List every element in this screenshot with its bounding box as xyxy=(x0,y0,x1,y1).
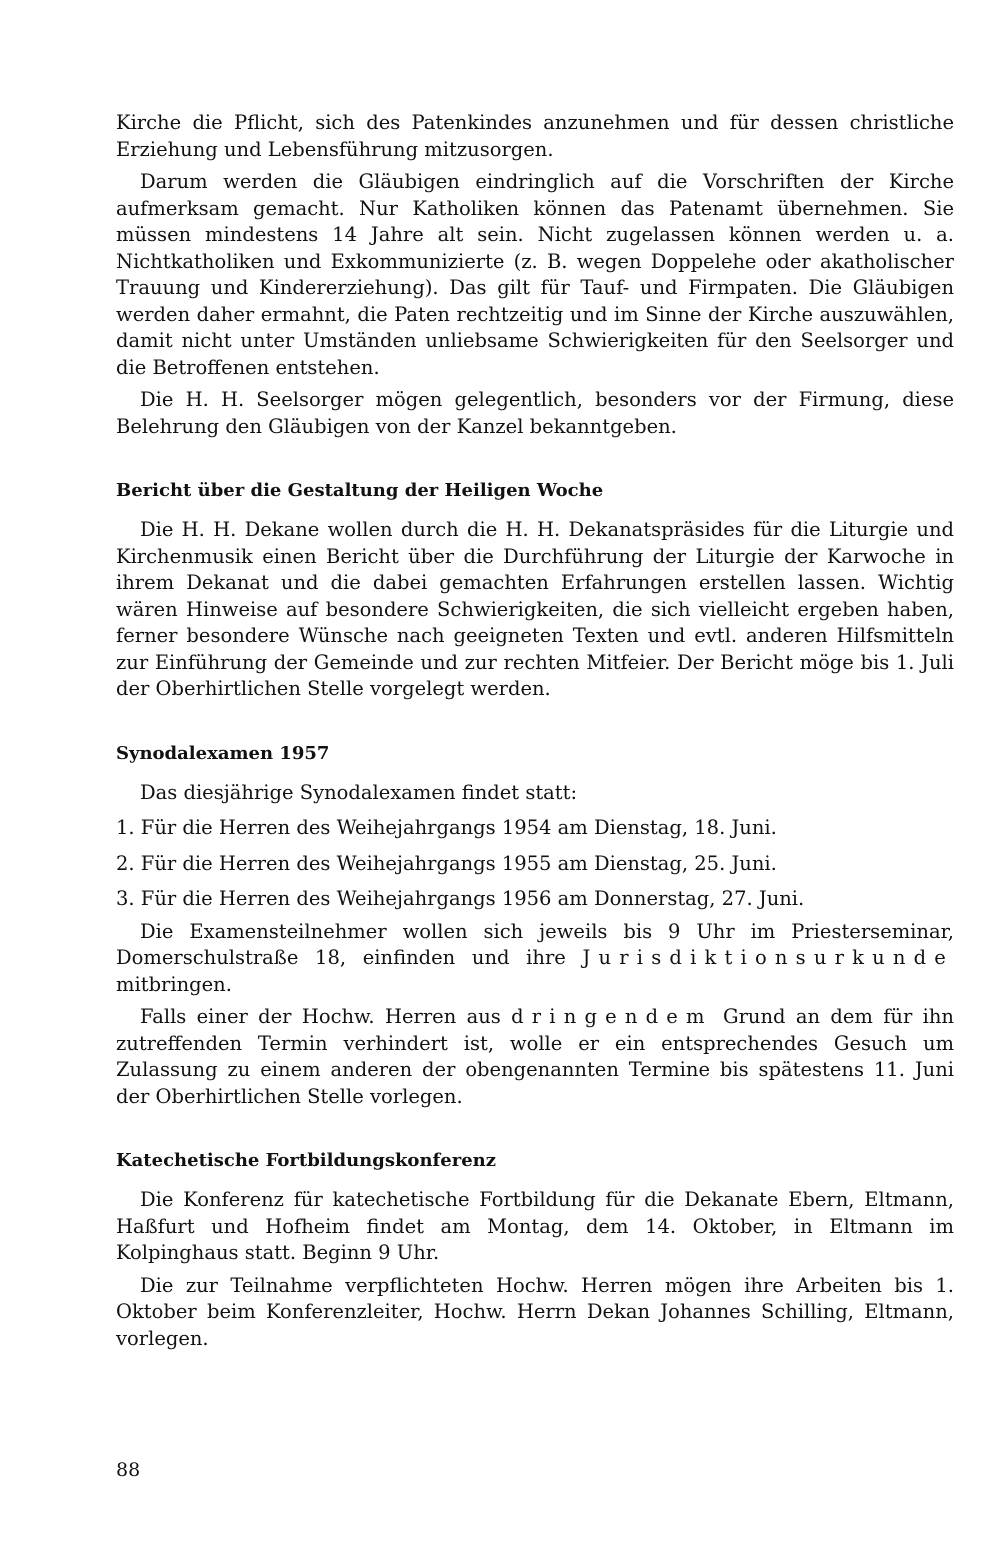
konferenz-paragraph-1: Die Konferenz für katechetische Fortbildung für die Dekanate Ebern, Eltmann, Haßfurt und Hofheim findet am Montag, dem 14. Oktober, in Eltmann im Kolpinghaus statt. Beginn 9 Uhr. xyxy=(116,1188,954,1264)
page-content xyxy=(116,110,954,1352)
synodalexamen-paragraph-2 xyxy=(116,1004,954,1110)
synodalexamen-paragraph-1-start: Die Examensteilnehmer wollen sich jeweils bis 9 Uhr im Priesterseminar, Domerschulstraße 18, einfinden und ihre xyxy=(116,919,954,969)
synodalexamen-list-item-2: 2. Für die Herren des Weihejahrgangs 1955 am Dienstag, 25. Juni. xyxy=(116,851,777,875)
section-heading-synodalexamen: Synodalexamen 1957 xyxy=(116,742,330,764)
synodalexamen-paragraph-1-end: mitbringen. xyxy=(116,972,232,996)
konferenz-paragraph-2: Die zur Teilnahme verpflichteten Hochw. Herren mögen ihre Arbeiten bis 1. Oktober beim Konferenzleiter, Hochw. Herrn Dekan Johannes Schilling, Eltmann, vorlegen. xyxy=(116,1273,954,1350)
emphasized-word-dringendem: dringendem xyxy=(511,1005,713,1028)
heilige-woche-paragraph: Die H. H. Dekane wollen durch die H. H. Dekanatspräsides für die Liturgie und Kirchenmusik einen Bericht über die Durchführung der Liturgie der Karwoche in ihrem Dekanat und die dabei gemachten Erfahrungen erstellen lassen. Wichtig wären Hinweise auf besondere Schwierigkeiten, die sich vielleicht ergeben haben, ferner besondere Wünsche nach geeigneten Texten und evtl. anderen Hilfsmitteln zur Einführung der Gemeinde und zur rechten Mitfeier. Der Bericht möge bis 1. Juli der Oberhirtlichen Stelle vorgelegt werden. xyxy=(116,518,954,700)
synodalexamen-paragraph-2-start: Falls einer der Hochw. Herren aus xyxy=(140,1005,512,1028)
section-heading-katechetische-konferenz: Katechetische Fortbildungskonferenz xyxy=(116,1150,496,1171)
synodalexamen-list-item-3: 3. Für die Herren des Weihejahrgangs 1956 am Donnerstag, 27. Juni. xyxy=(116,887,805,910)
intro-paragraph-1: Kirche die Pflicht, sich des Patenkindes anzunehmen und für dessen christliche Erziehung und Lebensführung mitzusorgen. xyxy=(116,111,954,161)
intro-paragraph-2: Darum werden die Gläubigen eindringlich auf die Vorschriften der Kirche aufmerksam gemacht. Nur Katholiken können das Patenamt übernehmen. Sie müssen mindestens 14 Jahre alt sein. Nicht zugelassen können werden u. a. Nichtkatholiken und Exkommunizierte (z. B. wegen Doppelehe oder akatholischer Trauung und Kindererziehung). Das gilt für Tauf- und Firmpaten. Die Gläubigen werden daher ermahnt, die Paten rechtzeitig und im Sinne der Kirche auszuwählen, damit nicht unter Umständen unliebsame Schwierigkeiten für den Seelsorger und die Betroffenen entstehen. xyxy=(116,170,954,379)
synodalexamen-list-item-1: 1. Für die Herren des Weihejahrgangs 1954 am Dienstag, 18. Juni. xyxy=(116,816,777,839)
synodalexamen-paragraph-2-end: Grund an dem für ihn zutreffenden Termin verhindert ist, wolle er ein entsprechendes Gesuch um Zulassung zu einem anderen der obengenannten Termine bis spätestens 11. Juni der Oberhirtlichen Stelle vorlegen. xyxy=(116,1005,954,1108)
synodalexamen-paragraph-1 xyxy=(116,919,954,999)
intro-paragraph-3: Die H. H. Seelsorger mögen gelegentlich, besonders vor der Firmung, diese Belehrung den Gläubigen von der Kanzel bekanntgeben. xyxy=(116,388,954,438)
page-number: 88 xyxy=(116,1459,141,1481)
emphasized-word-jurisdiktionsurkunde: Jurisdiktionsurkunde xyxy=(582,946,954,969)
synodalexamen-intro: Das diesjährige Synodalexamen findet statt: xyxy=(140,780,578,804)
section-heading-heilige-woche: Bericht über die Gestaltung der Heiligen Woche xyxy=(116,480,604,501)
